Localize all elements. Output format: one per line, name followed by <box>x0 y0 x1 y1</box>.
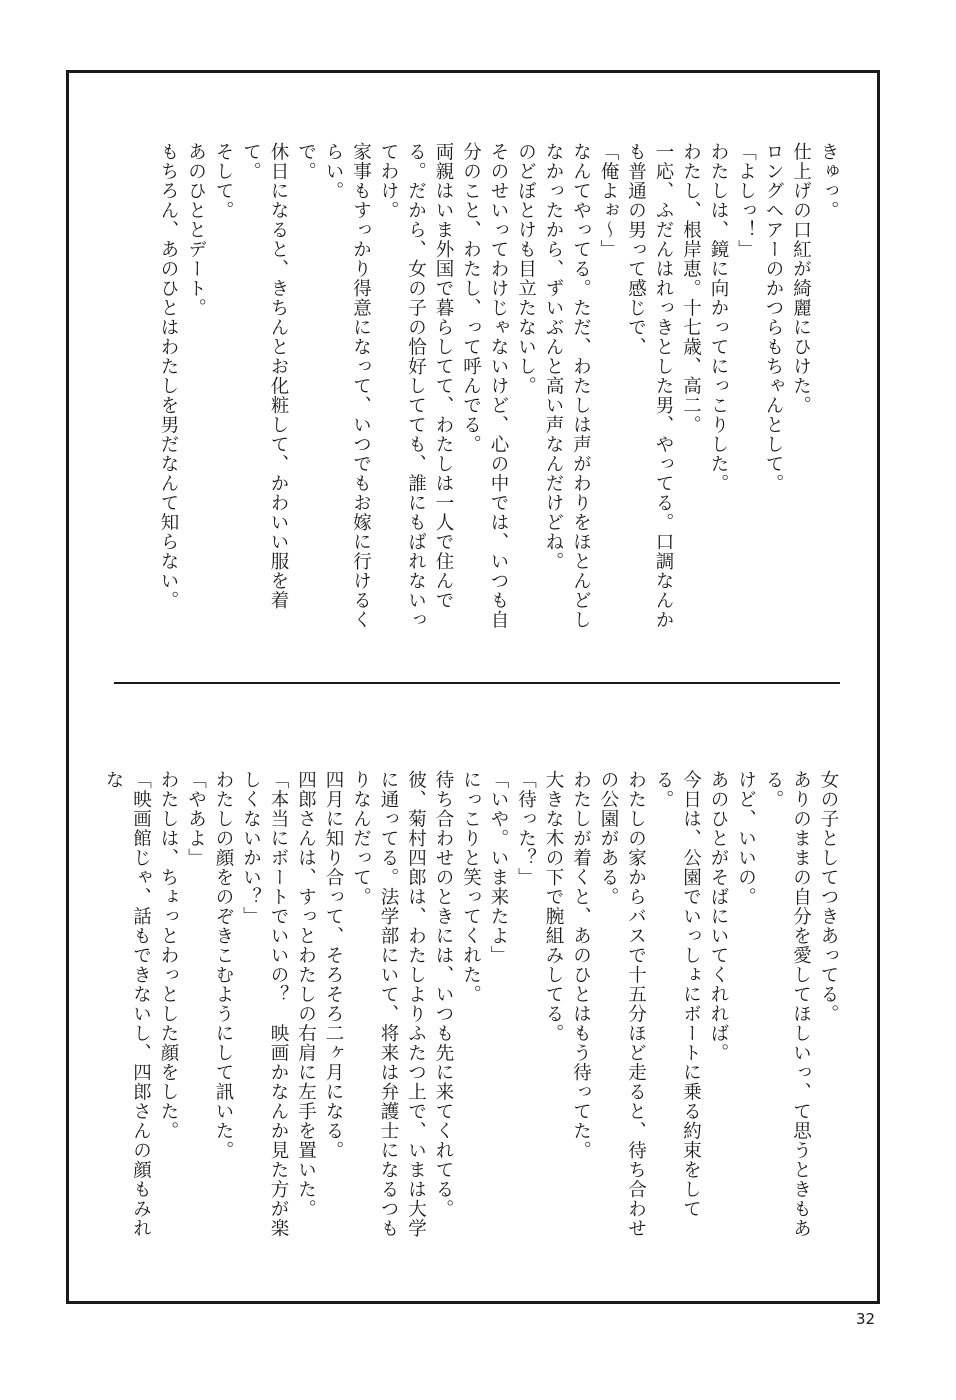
bottom-vertical-text <box>100 770 843 1240</box>
text-line: 「待った？」 <box>515 770 537 887</box>
text-line: のどぼとけも目立たないし。 <box>515 142 537 396</box>
text-line: わたしは、鏡に向かってにっこりした。 <box>708 142 729 493</box>
text-line: 一応、ふだんはれっきとした男、やってる。口調なんかも普通の男って感じで、 <box>625 142 674 630</box>
text-line: ありのままの自分を愛してほしいっ、て思うときもある。 <box>763 770 812 1238</box>
text-line: あのひとがそばにいてくれれば。 <box>708 770 729 1063</box>
text-line: 彼、菊村四郎は、わたしよりふたつ上で、いまは大学に通ってる。法学部にいて、将来は弁護士になるつもりなんだって。 <box>350 770 427 1238</box>
text-line: そして。 <box>213 142 234 220</box>
text-line: なんてやってる。ただ、わたしは声がわりをほとんどしなかったから、ずいぶんと高い声なんだけどね。 <box>543 142 592 630</box>
page-number: 32 <box>856 1310 876 1328</box>
text-line: 「やあよ」 <box>185 770 207 868</box>
text-line: 待ち合わせのときには、いつも先に来てくれてる。 <box>433 770 454 1219</box>
text-line: わたし、根岸恵。十七歳、高二。 <box>680 142 702 435</box>
text-line: 「映画館じゃ、話もできないし、四郎さんの顔もみれな <box>103 770 152 1238</box>
text-line: 女の子としてつきあってる。 <box>818 770 839 1024</box>
text-line: 家事もすっかり得意になって、いつでもお嫁に行けるくらい。 <box>323 142 372 630</box>
text-line: きゅっ。 <box>818 142 839 220</box>
text-line: 仕上げの口紅が綺麗にひけた。 <box>790 142 812 415</box>
text-line: わたしが着くと、あのひとはもう待ってた。 <box>570 770 592 1160</box>
text-line: けど、いいの。 <box>735 770 757 907</box>
text-line: にっこりと笑ってくれた。 <box>460 770 482 1004</box>
text-line: 「いや。いま来たよ」 <box>488 770 509 965</box>
bottom-text-section <box>103 770 842 1240</box>
text-line: わたしの家からバスで十五分ほど走ると、待ち合わせの公園がある。 <box>598 770 647 1238</box>
text-line: 大きな木の下で腕組みしてる。 <box>543 770 564 1043</box>
text-line: 「俺よぉ～」 <box>598 142 619 259</box>
section-divider <box>114 682 840 684</box>
text-line: ロングヘアーのかつらもちゃんとして。 <box>763 142 784 493</box>
text-line: わたしは、ちょっとわっとした顔をした。 <box>158 770 179 1141</box>
text-line: で。 <box>295 142 317 181</box>
text-line: そのせいってわけじゃないけど、心の中では、いつも自分のこと、わたし、って呼んでる。 <box>460 142 509 630</box>
text-line: あのひととデート。 <box>185 142 207 318</box>
text-line: 休日になると、きちんとお化粧して、かわいい服を着て。 <box>240 142 289 610</box>
text-line: 今日は、公園でいっしょにボートに乗る約束をしてる。 <box>653 770 702 1219</box>
text-line: わたしの顔をのぞきこむようにして訊いた。 <box>213 770 234 1160</box>
text-line: 「よしっ！」 <box>735 142 757 259</box>
text-line: もちろん、あのひとはわたしを男だなんて知らない。 <box>158 142 179 610</box>
text-line: 両親はいま外国で暮らしてて、わたしは一人で住んでる。だから、女の子の恰好してても、誰にもばれないってわけ。 <box>378 142 454 630</box>
top-vertical-text <box>155 142 843 630</box>
text-line: 四月に知り合って、そろそろ二ヶ月になる。 <box>323 770 344 1160</box>
text-line: 四郎さんは、すっとわたしの右肩に左手を置いた。 <box>295 770 317 1219</box>
text-line: 「本当にボートでいいの？ 映画かなんか見た方が楽しくないかい？」 <box>240 770 289 1238</box>
top-text-section <box>112 142 842 630</box>
